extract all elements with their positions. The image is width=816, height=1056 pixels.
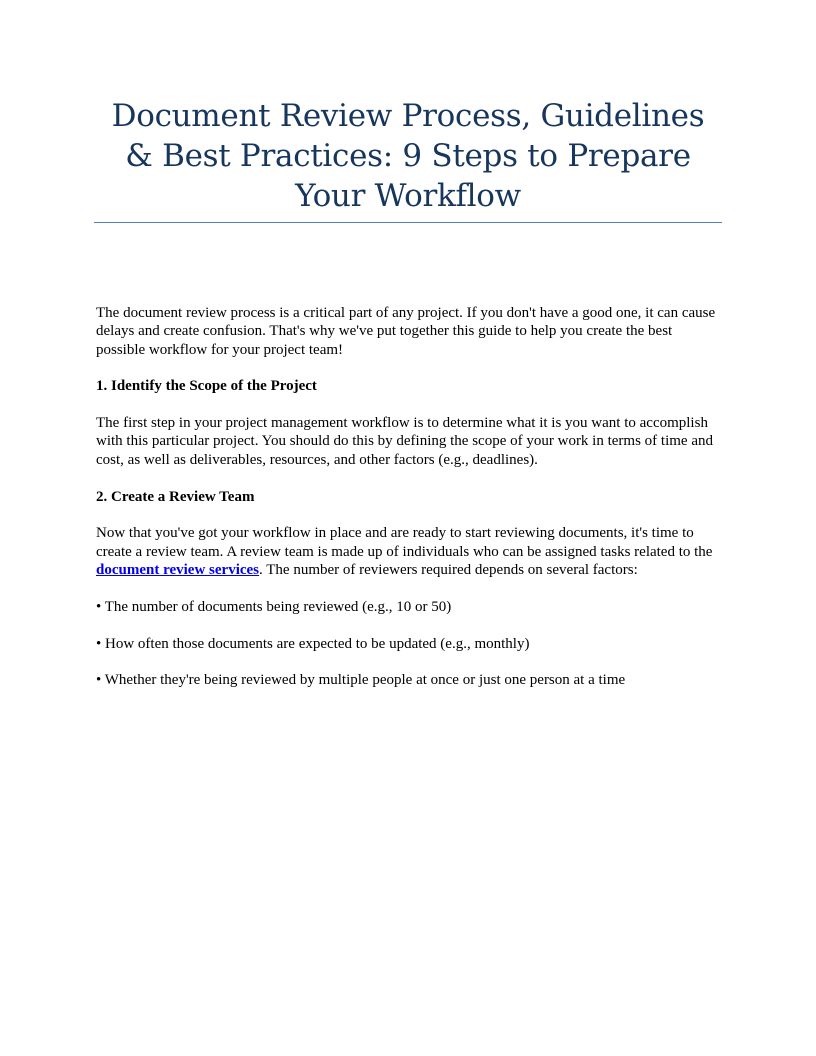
section-heading: 1. Identify the Scope of the Project: [96, 378, 317, 395]
section-heading: 2. Create a Review Team: [96, 488, 255, 505]
section-paragraph: The first step in your project management workflow is to determine what it is you want to accomplish with this particular project. You should do this by defining the scope of your work in terms of time and cost, as well as deliverables, resources, and other factors (e.g., deadlines).: [96, 415, 713, 468]
section-paragraph: [96, 524, 724, 579]
paragraph-text: Now that you've got your workflow in place and are ready to start reviewing documents, it's time to create a review team. A review team is made up of individuals who can be assigned tasks related to the: [96, 525, 713, 560]
document-review-services-link[interactable]: document review services: [96, 561, 260, 578]
bullet-item: • Whether they're being reviewed by multiple people at once or just one person at a time: [96, 672, 626, 689]
page-title: Document Review Process, Guidelines & Best Practices: 9 Steps to Prepare Your Workflow: [111, 98, 705, 214]
document-body: [96, 304, 724, 708]
intro-paragraph: The document review process is a critical part of any project. If you don't have a good one, it can cause delays and create confusion. That's why we've put together this guide to help you create the best possible workflow for your project team!: [96, 305, 716, 358]
paragraph-text: . The number of reviewers required depends on several factors:: [259, 561, 638, 578]
title-divider: [94, 222, 722, 223]
bullet-item: • The number of documents being reviewed (e.g., 10 or 50): [96, 598, 452, 615]
bullet-item: • How often those documents are expected to be updated (e.g., monthly): [96, 635, 530, 652]
